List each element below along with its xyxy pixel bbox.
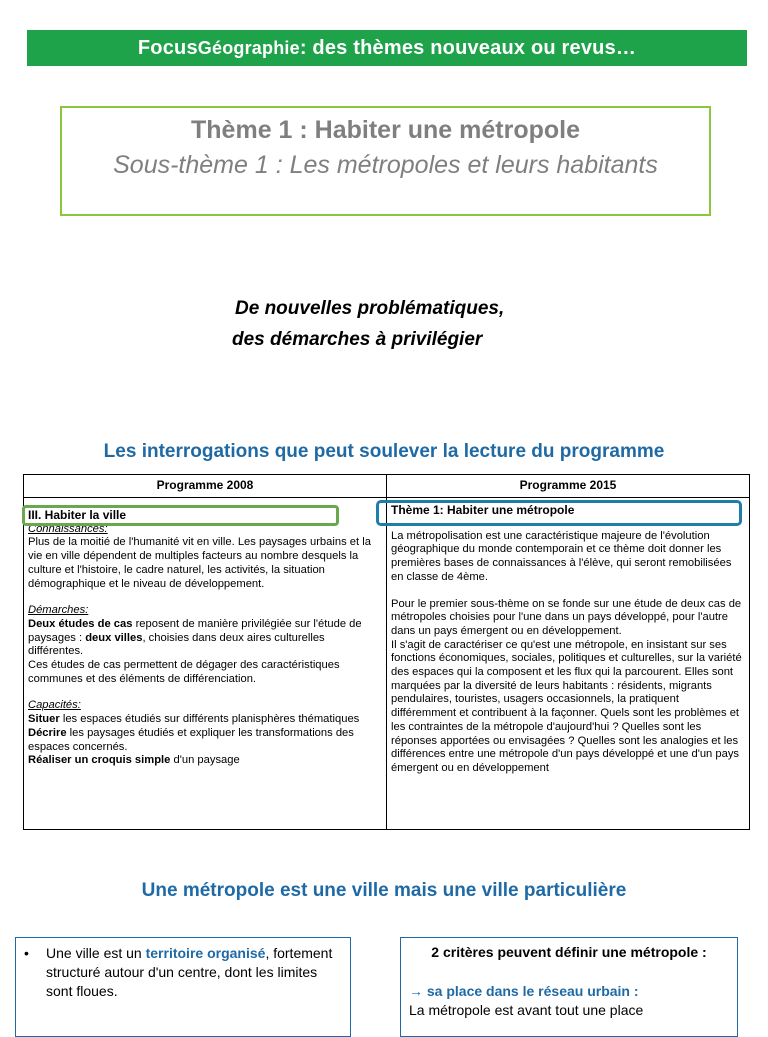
bullet-icon: •: [24, 945, 29, 961]
connaissances-text: Plus de la moitié de l'humanité vit en ville. Les paysages urbains et la vie en ville dépendent de multiples facteurs au nombre desquels la culture et l'histoire, le cadre naturel, les activités, la situation démographique et le niveau de développement.: [28, 536, 371, 590]
highlight-2008-heading: [22, 505, 339, 526]
focus-banner: [27, 30, 747, 66]
table-header-row: [24, 475, 750, 498]
capacite-situer: Situer les espaces étudiés sur différents planisphères thématiques: [28, 713, 360, 726]
highlight-2015-heading: [376, 500, 742, 526]
theme-subtitle: Sous-thème 1 : Les métropoles et leurs habitants: [113, 151, 658, 179]
list-item: [24, 944, 342, 1001]
section1-title: Les interrogations que peut soulever la lecture du programme: [103, 441, 665, 462]
banner-part1: Focus: [137, 36, 198, 59]
theme-box: [60, 106, 711, 216]
criteres-title: 2 critères peuvent définir une métropole :: [431, 944, 707, 960]
heading-2008: III. Habiter la ville: [28, 508, 127, 522]
criteres-box: [400, 937, 738, 1037]
p2015-1: La métropolisation est une caractéristique majeure de l'évolution géographique du monde contemporain et ce thème doit donner les premières bases de connaissances à l'élève, qui seront remobilisées en classe de 4ème.: [391, 529, 732, 583]
problematiques-heading: [232, 293, 592, 355]
demarches-text1: Deux études de cas reposent de manière privilégiée sur l'étude de paysages : deux villes, choisies dans deux aires culturelles différentes.: [28, 617, 362, 658]
cell-2015: [387, 498, 750, 830]
p2015-2: Pour le premier sous-thème on se fonde sur une étude de deux cas de métropoles choisies pour l'une dans un pays développé, pour l'autre dans un pays émergent ou en développement.: [391, 597, 742, 637]
program-comparison-table: [23, 474, 750, 830]
header-2008: Programme 2008: [24, 475, 387, 498]
ville-definition-text: Une ville est un territoire organisé, fortement structuré autour d'un centre, dont les limites sont floues.: [46, 945, 333, 999]
capacite-decrire: Décrire les paysages étudiés et expliquer les transformations des espaces concernés.: [28, 726, 354, 753]
critere-reseau-text: La métropole est avant tout une place: [409, 1002, 644, 1018]
theme-title: Thème 1 : Habiter une métropole: [191, 116, 580, 144]
critere-reseau: → sa place dans le réseau urbain :: [409, 983, 639, 999]
ville-definition-box: [15, 937, 351, 1037]
table-row: [24, 498, 750, 830]
capacite-croquis: Réaliser un croquis simple d'un paysage: [28, 754, 240, 767]
problem-line2: des démarches à privilégier: [232, 329, 483, 350]
cell-2008: [24, 498, 387, 830]
banner-part3: : des thèmes nouveaux ou revus…: [299, 36, 637, 59]
section2-title: Une métropole est une ville mais une ville particulière: [141, 880, 627, 901]
demarches-text2: Ces études de cas permettent de dégager des caractéristiques communes et des éléments de différenciation.: [28, 659, 340, 685]
problem-line1: De nouvelles problématiques,: [235, 298, 505, 319]
connaissances-label: Connaissances:: [28, 522, 108, 535]
demarches-label: Démarches:: [28, 604, 89, 617]
banner-part2: Géographie: [197, 37, 300, 58]
header-2015: Programme 2015: [387, 475, 750, 498]
capacites-label: Capacités:: [28, 699, 81, 712]
heading-2015: Thème 1: Habiter une métropole: [391, 503, 575, 517]
p2015-3: Il s'agit de caractériser ce qu'est une métropole, en insistant sur ses fonctions économiques, sociales, politiques et culturelles, sur la variété des espaces qui la composent et les flux qui la parcourent. Elles sont marquées par la diversité de leurs habitants : résidents, migrants pendulaires, touristes, usagers occasionnels, la pratiquent différemment et contribuent à la façonner. Quels sont les problèmes et les contraintes de la métropole d'aujourd'hui ? Quelles sont les réponses apportées ou envisagées ? Quelles sont les analogies et les différences entre une métropole d'un pays développé et une d'un pays émergent ou en développement: [391, 638, 742, 774]
